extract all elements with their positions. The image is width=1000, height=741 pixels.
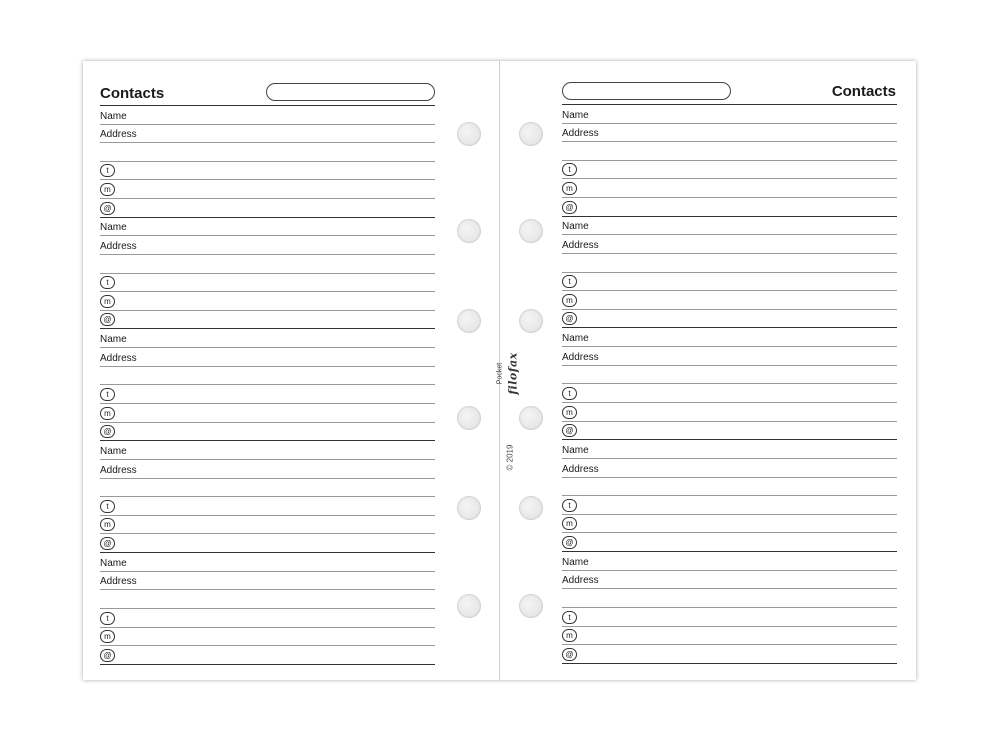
copyright-text: © 2019	[505, 444, 515, 471]
name-label: Name	[562, 221, 589, 233]
email-icon: @	[562, 424, 577, 437]
contact-entry	[100, 106, 435, 218]
email-icon: @	[100, 649, 115, 662]
mobile-icon: m	[562, 182, 577, 195]
mobile-row[interactable]	[562, 179, 897, 198]
name-label: Name	[562, 333, 589, 345]
mobile-row[interactable]	[100, 292, 435, 311]
title-field[interactable]	[562, 82, 731, 100]
phone-icon: t	[562, 387, 577, 400]
contact-entries	[100, 106, 435, 665]
phone-row[interactable]	[100, 497, 435, 516]
address-label: Address	[562, 128, 599, 140]
address-label: Address	[100, 240, 137, 252]
page-title: Contacts	[831, 83, 896, 100]
address-line-row[interactable]	[562, 366, 897, 385]
binder-hole	[519, 309, 543, 333]
email-row[interactable]	[562, 310, 897, 329]
address-row[interactable]	[100, 572, 435, 591]
phone-row[interactable]	[562, 161, 897, 180]
contact-entry	[100, 441, 435, 553]
email-row[interactable]	[100, 646, 435, 665]
phone-row[interactable]	[100, 385, 435, 404]
mobile-row[interactable]	[562, 403, 897, 422]
name-row[interactable]	[562, 329, 897, 348]
phone-row[interactable]	[100, 162, 435, 181]
phone-icon: t	[100, 388, 115, 401]
planner-spread	[83, 61, 916, 680]
mobile-icon: m	[562, 406, 577, 419]
binder-hole	[457, 122, 481, 146]
binder-hole	[519, 406, 543, 430]
binder-hole	[519, 219, 543, 243]
email-icon: @	[562, 648, 577, 661]
address-line-row[interactable]	[100, 590, 435, 609]
email-icon: @	[100, 425, 115, 438]
email-row[interactable]	[562, 533, 897, 552]
address-line-row[interactable]	[100, 367, 435, 386]
mobile-icon: m	[100, 407, 115, 420]
binder-hole	[457, 406, 481, 430]
name-row[interactable]	[100, 553, 435, 572]
title-field[interactable]	[266, 83, 435, 101]
mobile-icon: m	[100, 518, 115, 531]
phone-row[interactable]	[562, 496, 897, 515]
phone-row[interactable]	[562, 608, 897, 627]
address-label: Address	[100, 129, 137, 141]
email-row[interactable]	[562, 645, 897, 664]
address-row[interactable]	[562, 347, 897, 366]
email-row[interactable]	[100, 534, 435, 553]
page-title: Contacts	[100, 85, 165, 102]
name-row[interactable]	[562, 552, 897, 571]
name-row[interactable]	[100, 330, 435, 349]
name-label: Name	[100, 222, 127, 234]
address-line-row[interactable]	[100, 255, 435, 274]
contact-entry	[562, 440, 897, 552]
email-row[interactable]	[100, 423, 435, 442]
address-line-row[interactable]	[562, 589, 897, 608]
contact-entry	[562, 552, 897, 664]
phone-icon: t	[562, 611, 577, 624]
binder-hole	[457, 309, 481, 333]
contact-entry	[562, 105, 897, 217]
phone-row[interactable]	[562, 384, 897, 403]
address-line-row[interactable]	[562, 478, 897, 497]
email-icon: @	[562, 201, 577, 214]
address-row[interactable]	[100, 460, 435, 479]
left-page	[83, 61, 499, 680]
phone-icon: t	[562, 499, 577, 512]
phone-row[interactable]	[100, 609, 435, 628]
contact-entries	[562, 105, 897, 664]
email-icon: @	[100, 537, 115, 550]
mobile-row[interactable]	[100, 404, 435, 423]
address-line-row[interactable]	[100, 143, 435, 162]
name-row[interactable]	[562, 105, 897, 124]
name-row[interactable]	[100, 106, 435, 125]
email-row[interactable]	[562, 422, 897, 441]
address-row[interactable]	[562, 235, 897, 254]
filofax-logo: filofax	[506, 352, 520, 395]
contact-entry	[100, 553, 435, 665]
address-line-row[interactable]	[100, 479, 435, 498]
name-label: Name	[562, 444, 589, 456]
address-label: Address	[562, 463, 599, 475]
name-label: Name	[562, 556, 589, 568]
address-row[interactable]	[100, 125, 435, 144]
contact-entry	[562, 217, 897, 329]
mobile-row[interactable]	[100, 628, 435, 647]
address-label: Address	[100, 352, 137, 364]
email-icon: @	[100, 313, 115, 326]
mobile-icon: m	[100, 630, 115, 643]
name-row[interactable]	[100, 441, 435, 460]
contact-entry	[100, 330, 435, 442]
email-icon: @	[562, 312, 577, 325]
mobile-row[interactable]	[100, 180, 435, 199]
address-label: Address	[562, 351, 599, 363]
binder-hole	[457, 594, 481, 618]
email-row[interactable]	[562, 198, 897, 217]
phone-icon: t	[100, 276, 115, 289]
address-label: Address	[100, 576, 137, 588]
name-label: Name	[100, 557, 127, 569]
name-label: Name	[562, 109, 589, 121]
binder-hole	[457, 219, 481, 243]
contact-entry	[100, 218, 435, 330]
phone-row[interactable]	[562, 273, 897, 292]
binder-hole	[519, 496, 543, 520]
phone-icon: t	[562, 275, 577, 288]
email-icon: @	[562, 536, 577, 549]
address-label: Address	[562, 575, 599, 587]
contact-entry	[562, 329, 897, 441]
mobile-icon: m	[562, 294, 577, 307]
binder-hole	[519, 594, 543, 618]
mobile-row[interactable]	[562, 627, 897, 646]
email-icon: @	[100, 202, 115, 215]
address-line-row[interactable]	[562, 254, 897, 273]
phone-icon: t	[562, 163, 577, 176]
phone-icon: t	[100, 500, 115, 513]
address-line-row[interactable]	[562, 142, 897, 161]
binder-hole	[457, 496, 481, 520]
mobile-icon: m	[100, 295, 115, 308]
name-row[interactable]	[562, 217, 897, 236]
mobile-row[interactable]	[562, 515, 897, 534]
phone-icon: t	[100, 164, 115, 177]
phone-row[interactable]	[100, 274, 435, 293]
email-row[interactable]	[100, 311, 435, 330]
address-row[interactable]	[100, 348, 435, 367]
mobile-icon: m	[562, 517, 577, 530]
address-row[interactable]	[562, 124, 897, 143]
name-row[interactable]	[100, 218, 435, 237]
address-row[interactable]	[562, 459, 897, 478]
size-label: Pocket	[496, 362, 504, 385]
address-row[interactable]	[100, 236, 435, 255]
name-label: Name	[100, 334, 127, 346]
brand-mark	[497, 352, 522, 394]
name-label: Name	[100, 110, 127, 122]
name-row[interactable]	[562, 440, 897, 459]
mobile-icon: m	[100, 183, 115, 196]
address-label: Address	[562, 239, 599, 251]
address-label: Address	[100, 464, 137, 476]
name-label: Name	[100, 445, 127, 457]
right-page	[500, 61, 916, 680]
mobile-row[interactable]	[100, 516, 435, 535]
mobile-icon: m	[562, 629, 577, 642]
phone-icon: t	[100, 612, 115, 625]
email-row[interactable]	[100, 199, 435, 218]
binder-hole	[519, 122, 543, 146]
mobile-row[interactable]	[562, 291, 897, 310]
address-row[interactable]	[562, 571, 897, 590]
